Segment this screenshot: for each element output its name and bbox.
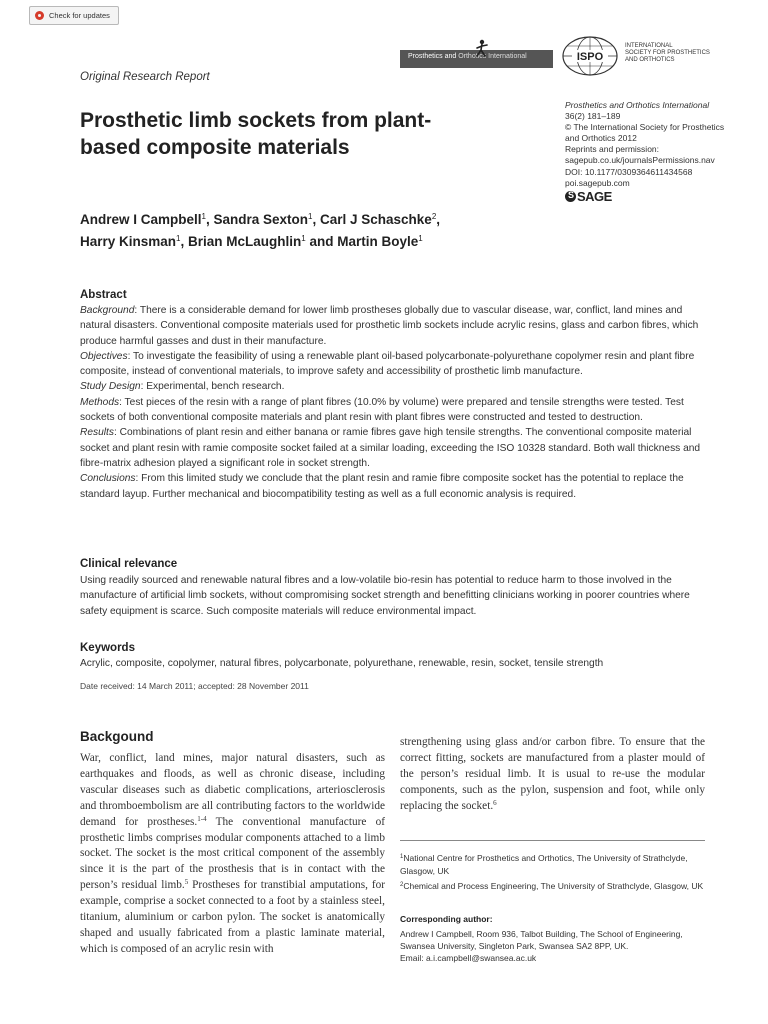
article-title: Prosthetic limb sockets from plant-based composite materials (80, 109, 432, 159)
crossmark-icon (35, 11, 44, 20)
abstract-section-label: Background (80, 305, 135, 316)
author-affiliation-mark: 1 (308, 212, 313, 221)
society-name-line: INTERNATIONAL (625, 43, 673, 49)
author-conjunction: and (305, 234, 338, 249)
corresponding-author-heading: Corresponding author: (400, 914, 493, 924)
citation-mark: 6 (493, 798, 497, 807)
background-heading: Backgound (80, 729, 154, 744)
abstract-section-label: Study Design (80, 381, 141, 393)
clinical-relevance-heading: Clinical relevance (80, 558, 178, 570)
abstract-section-text: : There is a considerable demand for lower limb prostheses globally due to vascular disease, war, conflict, land mines and natural disasters. Conventional composite materials used for prosthetic limb sockets include acrylic resins, glass and carbon fibres, which produce harmful gasses and dust in their manufacture. (80, 305, 699, 347)
keywords-heading: Keywords (80, 642, 135, 654)
journal-site-link[interactable]: poi.sagepub.com (565, 177, 630, 188)
journal-banner-text-2: Orthotics International (458, 53, 527, 60)
author-name: Andrew I Campbell (80, 212, 202, 227)
affiliation-text: Chemical and Process Engineering, The University of Strathclyde, Glasgow, UK (403, 880, 704, 891)
abstract-section-text: : Test pieces of the resin with a range of plant fibres (10.0% by volume) were prepared and tensile strengths were tested. Test sockets of both conventional composite materials and plant resin with plant fibres were constructed and tested to destruction. (80, 396, 684, 424)
abstract-section-text: : Experimental, bench research. (140, 381, 285, 393)
abstract-section-text: : From this limited study we conclude that the plant resin and ramie fibre composite socket has the potential to replace the standard layup. Further mechanical and biocompatibility testing as well as a full economic analysis is required. (80, 473, 684, 500)
journal-copyright: © The International Society for Prosthetics and Orthotics 2012 (565, 122, 725, 144)
abstract-section (80, 425, 706, 471)
abstract-section-label: Conclusions (80, 473, 136, 485)
abstract-body (80, 303, 706, 502)
runner-figure-icon (470, 39, 494, 57)
date-received: Date received: 14 March 2011; accepted: 28 November 2011 (80, 681, 309, 691)
reprints-link[interactable]: sagepub.co.uk/journalsPermissions.nav (565, 155, 715, 166)
affiliation (400, 851, 705, 879)
author-affiliation-mark: 1 (301, 234, 306, 243)
check-for-updates-label: Check for updates (49, 11, 110, 20)
author-list: Andrew I Campbell$^1$, Sandra Sexton$^1$, Carl J Schaschke$^2$, Harry Kinsman$^1$, Brian McLaughlin$^1$ and Martin Boyle$^1$ (80, 212, 441, 249)
author-name: Sandra Sexton (213, 212, 309, 227)
journal-banner-text-1: Prosthetics and (408, 53, 459, 60)
author-name: Brian McLaughlin (188, 234, 302, 249)
society-name-line: AND ORTHOTICS (625, 57, 675, 63)
affiliation-number: 2 (400, 881, 404, 888)
affiliation-number: 1 (400, 854, 404, 860)
corresponding-author-email[interactable]: Email: a.i.campbell@swansea.ac.uk (400, 953, 537, 964)
footnote-divider (400, 840, 705, 841)
journal-info (565, 100, 735, 189)
affiliation-text: National Centre for Prosthetics and Orthotics, The University of Strathclyde, Glasgow, UK (400, 853, 688, 877)
check-for-updates-button[interactable] (29, 6, 119, 25)
author-name: Martin Boyle (337, 234, 419, 249)
society-name-line: SOCIETY FOR PROSTHETICS (625, 50, 710, 56)
abstract-section (80, 471, 706, 502)
background-text-left (80, 751, 385, 958)
corresponding-author-details (400, 928, 705, 964)
paragraph-text: The conventional manufacture of prosthetic limbs comprises modular components attached to a limb socket. The socket is the most critical component of the assembly since it is the part of the prosthesis that is in contact with the person’s residual limb. (80, 815, 386, 892)
author-name: Carl J Schaschke (320, 212, 432, 227)
affiliation (400, 879, 705, 893)
report-type: Original Research Report (80, 71, 210, 83)
clinical-relevance-text: Using readily sourced and renewable natural fibres and a low-volatile bio-resin has potential to reduce harm to those involved in the manufacture of artificial limb sockets, without compromising socket strength and benefitting clinicians working in poorer countries where safety equipment is scarce. Such composite materials will reduce environmental impact. (80, 575, 690, 617)
abstract-section (80, 349, 706, 380)
paragraph-text: War, conflict, land mines, major natural disasters, such as earthquakes and floods, as well as chronic disease, including vascular diseases such as diabetic complications, arteriosclerosis and thromboembolism are all contributing factors to the worldwide demand for prostheses. (80, 752, 385, 828)
abstract-heading: Abstract (80, 289, 127, 301)
journal-name: Prosthetics and Orthotics International (565, 100, 710, 110)
author-affiliation-mark: 2 (431, 212, 437, 221)
abstract-section-label: Results (80, 427, 114, 439)
doi-link[interactable]: DOI: 10.1177/0309364611434568 (565, 166, 693, 177)
corresponding-author-address: Andrew I Campbell, Room 936, Talbot Building, The School of Engineering, Swansea University, Singleton Park, Swansea SA2 8PP, UK. (400, 929, 683, 952)
author-affiliation-mark: 1 (201, 212, 206, 221)
citation-mark: 1-4 (197, 814, 207, 823)
abstract-section-label: Methods (80, 396, 120, 408)
sage-s-icon: S (565, 191, 576, 202)
author-affiliation-mark: 1 (176, 234, 181, 243)
background-text-right (400, 735, 705, 815)
citation-mark: 5 (184, 878, 189, 887)
abstract-section-text: : To investigate the feasibility of using a renewable plant oil-based polycarbonate-polyurethane copolymer resin and plant fibre composite, instead of conventional materials, to improve safety and accessibility of prosthetic limb manufacture. (80, 350, 695, 378)
abstract-section-label: Objectives (80, 350, 128, 362)
ispo-logo-text: ISPO (576, 51, 604, 63)
keywords-text: Acrylic, composite, copolymer, natural fibres, polycarbonate, polyurethane, renewable, resin, socket, tensile strength (80, 658, 604, 669)
ispo-globe-logo (561, 36, 619, 76)
paragraph-text: Prostheses for transtibial amputations, for example, comprise a socket connected to a foot by a stainless steel, titanium, aluminium or carbon pylon. The socket is anatomically shaped and usually fabricated from a plastic laminate material, which is composed of an acrylic resin with (80, 879, 385, 955)
journal-reprints: Reprints and permission: (565, 144, 660, 155)
publisher-name: SAGE (577, 189, 612, 204)
affiliations (400, 851, 705, 893)
author-affiliation-mark: 1 (418, 234, 423, 243)
abstract-section-text: : Combinations of plant resin and either banana or ramie fibres gave high tensile strengths. The conventional composite material socket and plant resin with ramie composite socket failed at a similar loading, exceeding the ISO 10328 standard. Both wall thickness and fibre-matrix adhesion played a significant role in socket strength. (80, 427, 701, 469)
abstract-section (80, 395, 706, 426)
abstract-section (80, 379, 706, 394)
paragraph-text: strengthening using glass and/or carbon fibre. To ensure that the correct fitting, sockets are manufactured from a plaster mould of the person’s residual limb. It is usual to re-use the modular components, such as the pylon, suspension and foot, while only replacing the socket. (400, 736, 705, 812)
journal-issue: 36(2) 181–189 (565, 111, 621, 122)
society-name (625, 43, 710, 64)
author-name: Harry Kinsman (80, 234, 177, 249)
abstract-section (80, 303, 706, 349)
